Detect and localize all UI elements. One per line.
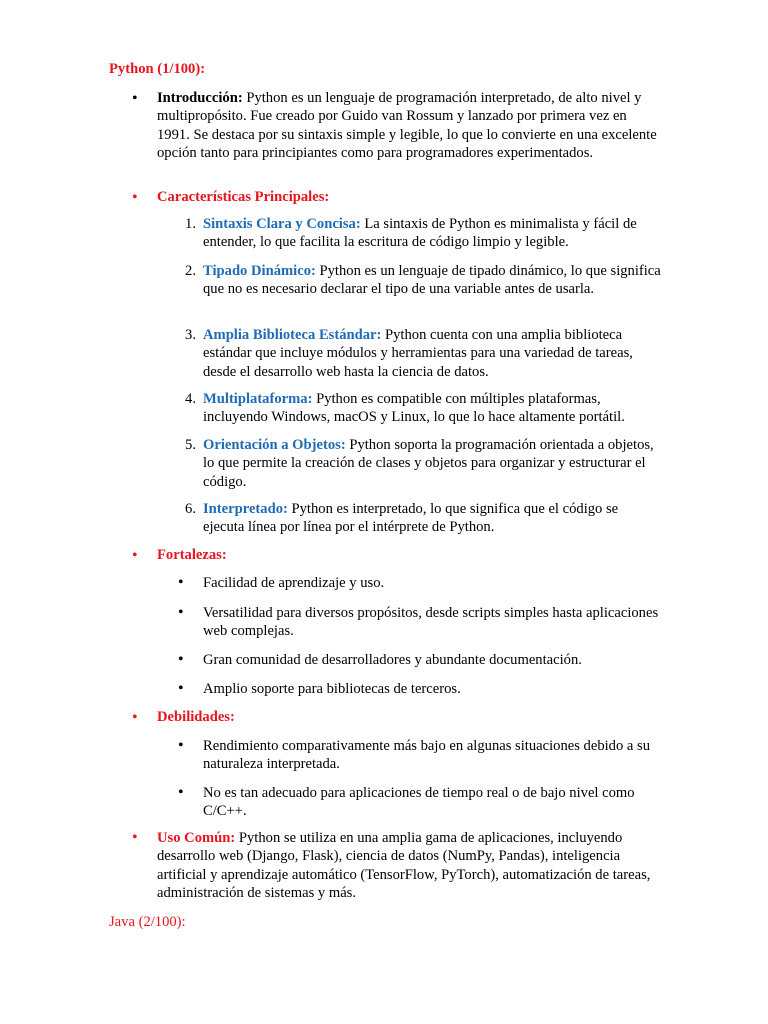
feature-label: Orientación a Objetos: [203, 437, 346, 453]
feature-item [203, 326, 663, 381]
bullet-icon: • [178, 680, 184, 697]
weakness-item: No es tan adecuado para aplicaciones de tiempo real o de bajo nivel como C/C++. [203, 785, 635, 820]
feature-text: Python es compatible con múltiples plataformas, incluyendo Windows, macOS y Linux, lo que lo hace altamente portátil. [203, 391, 625, 426]
bullet-icon: • [178, 604, 184, 621]
bullet-icon: • [132, 829, 138, 846]
strength-item: Versatilidad para diversos propósitos, desde scripts simples hasta aplicaciones web complejas. [203, 605, 659, 640]
list-number: 5. [185, 437, 196, 453]
bullet-icon: • [132, 709, 138, 726]
bullet-icon: • [178, 651, 184, 668]
feature-item [203, 390, 663, 427]
bullet-icon: • [178, 784, 184, 801]
weaknesses-heading: Debilidades: [157, 709, 235, 725]
strength-item: Gran comunidad de desarrolladores y abundante documentación. [203, 652, 582, 668]
features-heading: Características Principales: [157, 189, 330, 205]
strengths-heading: Fortalezas: [157, 547, 227, 563]
list-number: 3. [185, 327, 196, 343]
intro-paragraph [157, 89, 657, 162]
bullet-icon: • [132, 90, 138, 107]
weakness-item: Rendimiento comparativamente más bajo en algunas situaciones debido a su naturaleza interpretada. [203, 738, 651, 773]
list-number: 1. [185, 216, 196, 232]
feature-text: Python es interpretado, lo que significa que el código se ejecuta línea por línea por el intérprete de Python. [203, 501, 619, 536]
feature-label: Amplia Biblioteca Estándar: [203, 327, 382, 343]
feature-text: Python es un lenguaje de tipado dinámico, lo que significa que no es necesario declarar el tipo de una variable antes de usarla. [203, 263, 661, 298]
feature-label: Tipado Dinámico: [203, 263, 316, 279]
list-number: 2. [185, 263, 196, 279]
feature-label: Multiplataforma: [203, 391, 313, 407]
strength-item: Facilidad de aprendizaje y uso. [203, 575, 385, 591]
intro-text: Python es un lenguaje de programación interpretado, de alto nivel y multipropósito. Fue creado por Guido van Rossum y lanzado por primera vez en 1991. Se destaca por su sintaxis simple y legible, lo que lo convierte en una excelente opción tanto para principiantes como para programadores experimentados. [157, 90, 657, 161]
list-number: 6. [185, 501, 196, 517]
feature-text: Python soporta la programación orientada a objetos, lo que permite la creación de clases y objetos para organizar y estructurar el código. [203, 437, 654, 490]
common-use-label: Uso Común: [157, 830, 236, 846]
common-use-text: Python se utiliza en una amplia gama de aplicaciones, incluyendo desarrollo web (Django, Flask), ciencia de datos (NumPy, Pandas), inteligencia artificial y aprendizaje automático (TensorFlow, PyTorch), automatización de tareas, administración de sistemas y más. [157, 830, 651, 901]
feature-text: La sintaxis de Python es minimalista y fácil de entender, lo que facilita la escritura de código limpio y legible. [203, 216, 637, 251]
feature-item [203, 500, 663, 537]
bullet-icon: • [132, 547, 138, 564]
bullet-icon: • [178, 574, 184, 591]
bullet-icon: • [178, 737, 184, 754]
bullet-icon: • [132, 189, 138, 206]
strength-item: Amplio soporte para bibliotecas de terceros. [203, 681, 461, 697]
feature-item [203, 436, 663, 491]
feature-label: Sintaxis Clara y Concisa: [203, 216, 361, 232]
list-number: 4. [185, 391, 196, 407]
feature-item [203, 215, 663, 252]
feature-text: Python cuenta con una amplia biblioteca estándar que incluye módulos y herramientas para una variedad de tareas, desde el desarrollo web hasta la ciencia de datos. [203, 327, 633, 380]
common-use-paragraph [157, 829, 657, 902]
section-title-python: Python (1/100): [109, 61, 206, 77]
feature-label: Interpretado: [203, 501, 288, 517]
intro-label: Introducción: [157, 90, 243, 106]
section-title-java: Java (2/100): [109, 914, 186, 930]
feature-item [203, 262, 663, 299]
